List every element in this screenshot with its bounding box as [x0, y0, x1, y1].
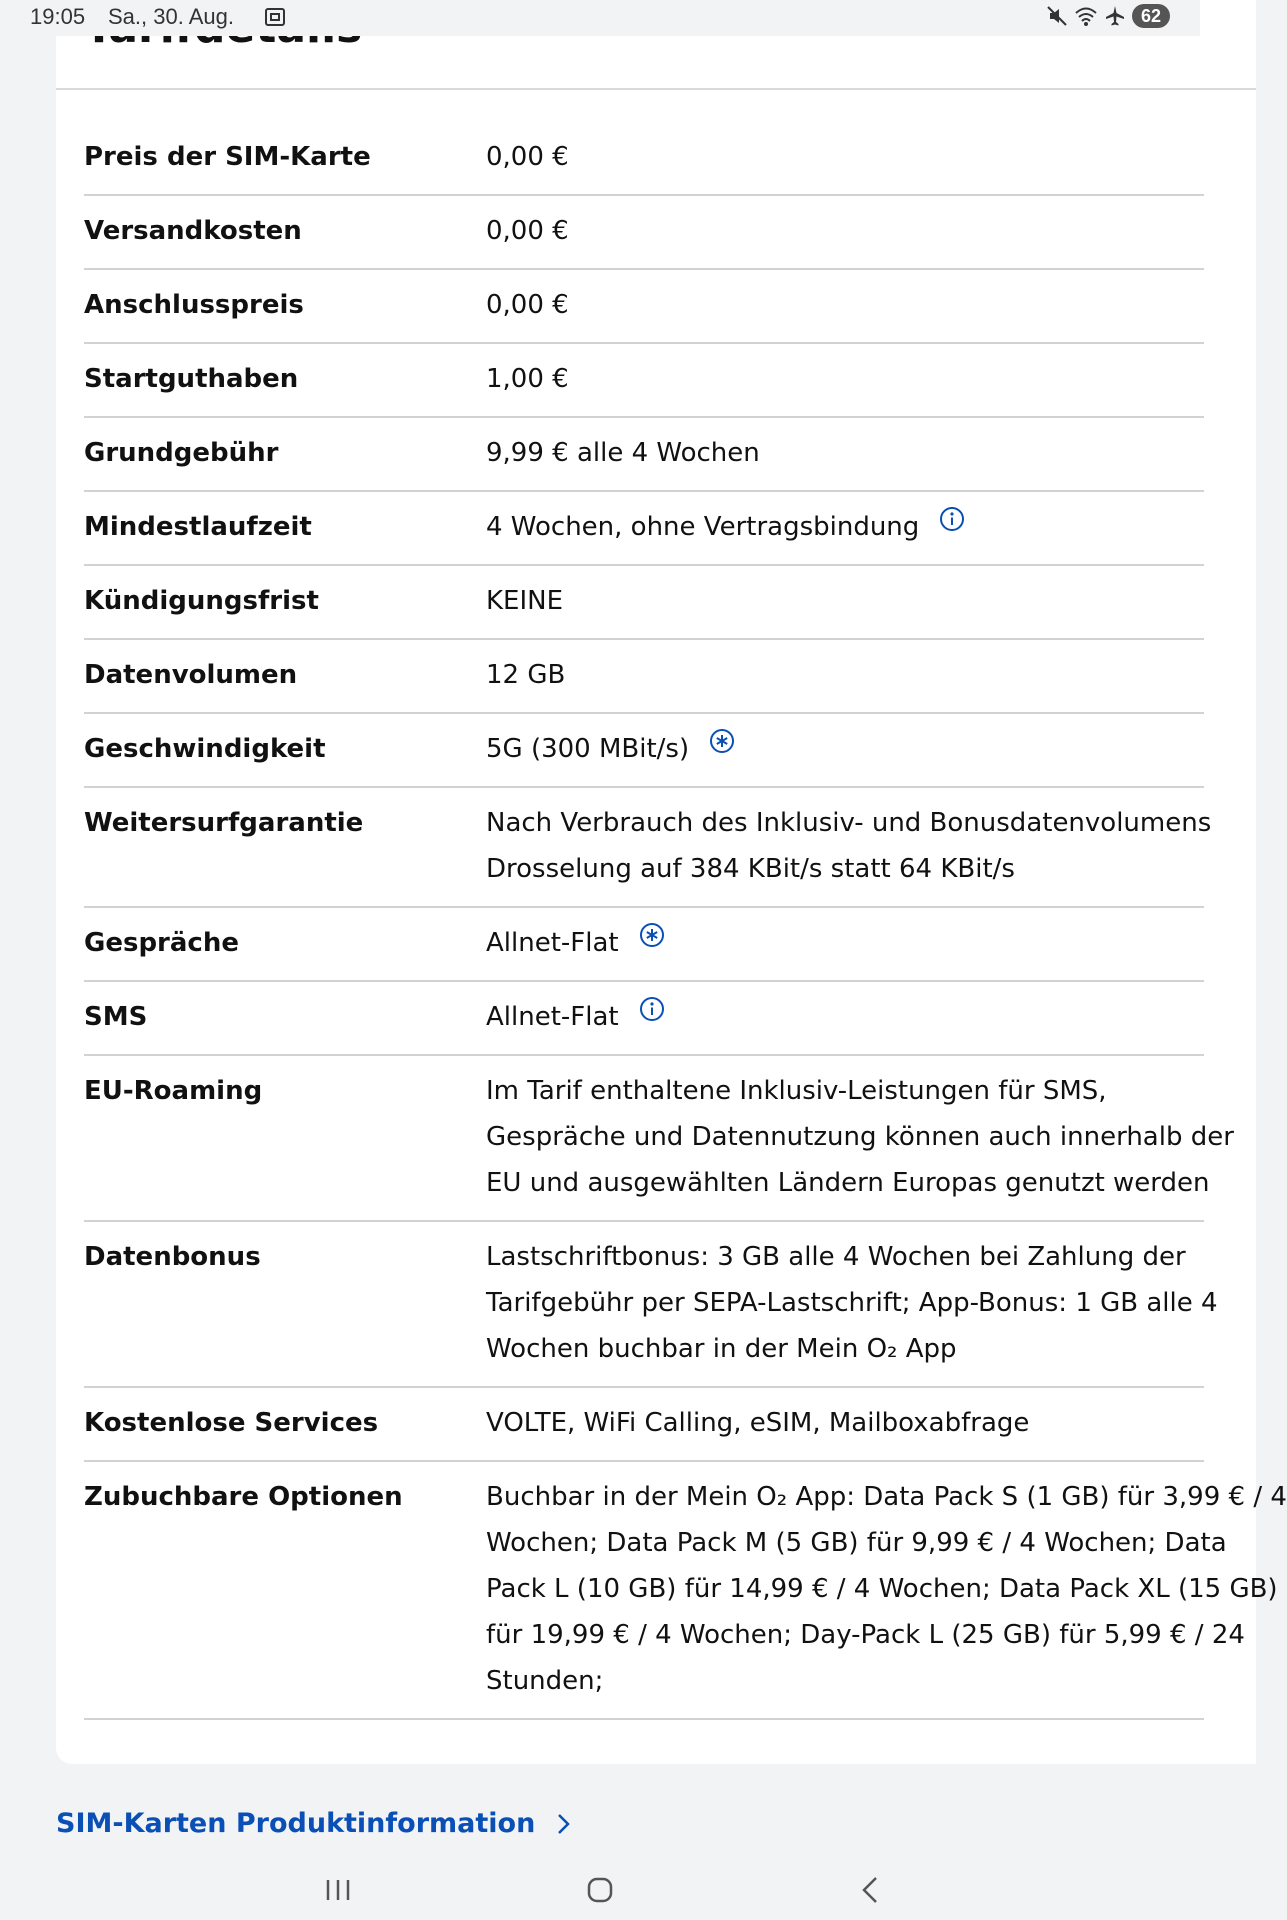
row-label: SMS [84, 1002, 148, 1032]
row-value-line [486, 726, 1204, 772]
row-value-text: Pack L (10 GB) für 14,99 € / 4 Wochen; Data Pack XL (15 GB) [486, 1574, 1278, 1604]
row-value [486, 800, 1211, 892]
row-value-text: Im Tarif enthaltene Inklusiv-Leistungen für SMS, [486, 1076, 1107, 1106]
row-value-line [486, 1474, 1287, 1520]
row-value-line [486, 920, 1204, 966]
row-value-line [486, 134, 1204, 180]
row-value-text: Tarifgebühr per SEPA-Lastschrift; App-Bonus: 1 GB alle 4 [486, 1288, 1218, 1318]
row-value-line [486, 994, 1204, 1040]
asterisk-icon[interactable] [639, 922, 665, 948]
row-value [486, 1234, 1218, 1372]
tariff-row [84, 1388, 1204, 1462]
row-label: Datenbonus [84, 1242, 261, 1272]
product-info-link-label: SIM-Karten Produktinformation [56, 1808, 536, 1839]
row-label: Kündigungsfrist [84, 586, 319, 616]
row-value-text: Buchbar in der Mein O₂ App: Data Pack S (1 GB) für 3,99 € / 4 [486, 1482, 1287, 1512]
row-label: Zubuchbare Optionen [84, 1482, 403, 1512]
row-value-line [486, 652, 1204, 698]
recents-button[interactable] [318, 1874, 358, 1906]
row-value [486, 920, 1204, 966]
row-label: EU-Roaming [84, 1076, 263, 1106]
system-nav-bar [0, 1860, 1200, 1920]
tariff-row [84, 982, 1204, 1056]
row-value-text: 1,00 € [486, 364, 569, 394]
row-label: Anschlusspreis [84, 290, 304, 320]
back-button[interactable] [850, 1874, 890, 1906]
row-value-text: VOLTE, WiFi Calling, eSIM, Mailboxabfrage [486, 1408, 1030, 1438]
row-value-line [486, 504, 1204, 550]
row-label: Mindestlaufzeit [84, 512, 312, 542]
tariff-row [84, 344, 1204, 418]
row-value-line [486, 356, 1204, 402]
row-value-text: Allnet-Flat [486, 928, 619, 958]
row-value-line [486, 1160, 1234, 1206]
tariff-row [84, 908, 1204, 982]
row-value-text: Gespräche und Datennutzung können auch innerhalb der [486, 1122, 1234, 1152]
row-value-text: 12 GB [486, 660, 566, 690]
status-right [1046, 4, 1170, 28]
row-value [486, 578, 1204, 624]
tariff-row [84, 788, 1212, 908]
row-value-line [486, 1280, 1218, 1326]
row-value [486, 1474, 1287, 1704]
tariff-table [84, 122, 1287, 1720]
row-value-text: 4 Wochen, ohne Vertragsbindung [486, 512, 920, 542]
mute-icon [1046, 5, 1068, 27]
row-label: Preis der SIM-Karte [84, 142, 371, 172]
row-value-text: für 19,99 € / 4 Wochen; Day-Pack L (25 GB) für 5,99 € / 24 [486, 1620, 1245, 1650]
product-info-link[interactable] [56, 1808, 573, 1839]
row-label: Weitersurfgarantie [84, 808, 364, 838]
airplane-icon [1104, 5, 1126, 27]
row-value [486, 208, 1204, 254]
row-value-line [486, 1234, 1218, 1280]
row-value [486, 652, 1204, 698]
row-label: Gespräche [84, 928, 239, 958]
info-icon[interactable] [639, 996, 665, 1022]
row-value-line [486, 430, 1204, 476]
row-value [486, 356, 1204, 402]
tariff-row [84, 1462, 1287, 1720]
row-value-line [486, 800, 1211, 846]
row-value-text: Allnet-Flat [486, 1002, 619, 1032]
tariff-row [84, 418, 1204, 492]
row-label: Geschwindigkeit [84, 734, 326, 764]
row-value-line [486, 1520, 1287, 1566]
row-value-line [486, 846, 1211, 892]
tariff-card [56, 0, 1287, 1764]
row-value [486, 504, 1204, 550]
row-value-line [486, 1658, 1287, 1704]
row-value-text: 0,00 € [486, 290, 569, 320]
row-value-text: 0,00 € [486, 142, 569, 172]
chevron-right-icon [553, 1811, 573, 1837]
asterisk-icon[interactable] [709, 728, 735, 754]
tariff-row [84, 714, 1204, 788]
row-value-text: Lastschriftbonus: 3 GB alle 4 Wochen bei Zahlung der [486, 1242, 1186, 1272]
row-value [486, 994, 1204, 1040]
row-label: Kostenlose Services [84, 1408, 379, 1438]
row-label: Versandkosten [84, 216, 302, 246]
row-value-line [486, 1566, 1287, 1612]
home-button[interactable] [580, 1874, 620, 1906]
row-value [486, 726, 1204, 772]
row-value [486, 134, 1204, 180]
tariff-row [84, 492, 1204, 566]
tariff-row [84, 640, 1204, 714]
row-value-line [486, 1400, 1204, 1446]
row-value-line [486, 208, 1204, 254]
info-icon[interactable] [939, 506, 965, 532]
row-value-line [486, 1114, 1234, 1160]
tariff-row [84, 196, 1204, 270]
row-value-text: Wochen; Data Pack M (5 GB) für 9,99 € / 4 Wochen; Data [486, 1528, 1227, 1558]
wifi-icon [1074, 5, 1098, 27]
row-label: Startguthaben [84, 364, 299, 394]
status-time: 19:05 [30, 4, 86, 29]
tariff-row [84, 270, 1204, 344]
screenshot-icon [264, 6, 286, 28]
row-value-line [486, 578, 1204, 624]
row-value-text: Wochen buchbar in der Mein O₂ App [486, 1334, 957, 1364]
status-bar [0, 0, 1200, 36]
row-value-text: Nach Verbrauch des Inklusiv- und Bonusdatenvolumens [486, 808, 1212, 838]
status-date: Sa., 30. Aug. [108, 4, 234, 29]
tariff-row [84, 122, 1204, 196]
row-label: Datenvolumen [84, 660, 298, 690]
title-divider [56, 88, 1256, 90]
row-value-text: KEINE [486, 586, 564, 616]
row-value-line [486, 282, 1204, 328]
tariff-row [84, 1222, 1218, 1388]
row-value-text: Stunden; [486, 1666, 604, 1696]
row-value [486, 430, 1204, 476]
row-value-text: 9,99 € alle 4 Wochen [486, 438, 760, 468]
row-value-text: 0,00 € [486, 216, 569, 246]
row-value-line [486, 1612, 1287, 1658]
row-value [486, 282, 1204, 328]
tariff-row [84, 566, 1204, 640]
row-value-text: 5G (300 MBit/s) [486, 734, 690, 764]
row-label: Grundgebühr [84, 438, 279, 468]
row-value [486, 1400, 1204, 1446]
row-value-text: Drosselung auf 384 KBit/s statt 64 KBit/s [486, 854, 1015, 884]
battery-indicator: 62 [1132, 4, 1170, 28]
row-value [486, 1068, 1234, 1206]
tariff-row [84, 1056, 1234, 1222]
row-value-text: EU und ausgewählten Ländern Europas genutzt werden [486, 1168, 1210, 1198]
row-value-line [486, 1326, 1218, 1372]
row-value-line [486, 1068, 1234, 1114]
